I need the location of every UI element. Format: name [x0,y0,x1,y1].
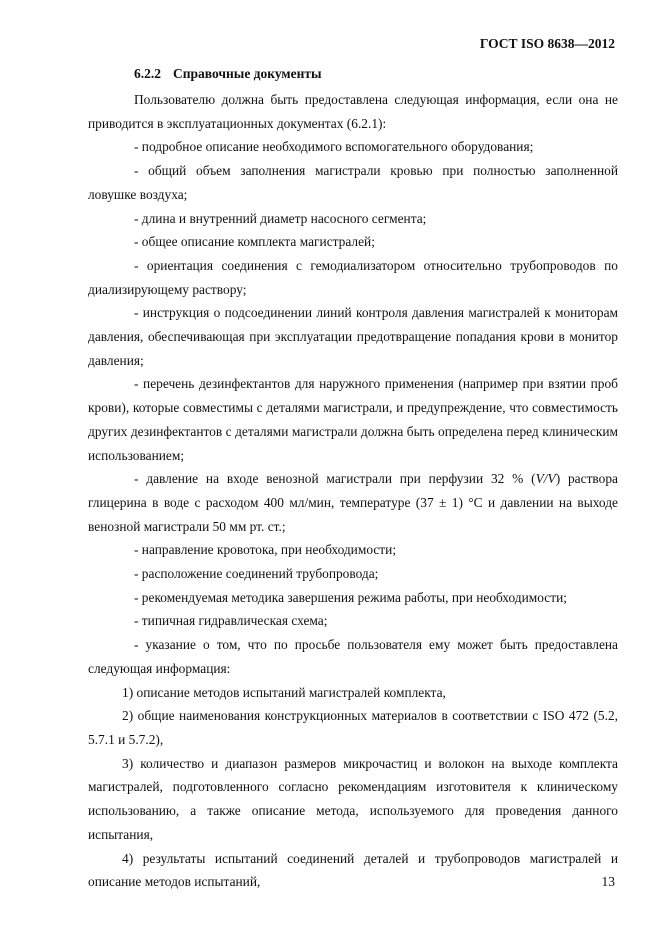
list-item: - расположение соединений трубопровода; [134,566,379,582]
numbered-item: 4) результаты испытаний соединений деталей и трубопроводов магистралей и описание методов испытаний, [88,850,618,890]
list-item: - общее описание комплекта магистралей; [134,234,375,250]
body-text [88,88,618,894]
list-item: - подробное описание необходимого вспомогательного оборудования; [134,139,534,155]
document-header: ГОСТ ISO 8638—2012 [479,36,615,51]
numbered-item: 1) описание методов испытаний магистралей комплекта, [122,684,446,700]
list-item [88,467,618,538]
list-item: - перечень дезинфектантов для наружного применения (например при взятии проб крови), которые совместимы с деталями магистрали, и предупреждение, что совместимость других дезинфектантов с деталями магистрали должна быть определена перед клиническим использованием; [88,376,618,463]
page-number: 13 [601,874,615,889]
list-item: - длина и внутренний диаметр насосного сегмента; [134,210,427,226]
section-number: 6.2.2 [134,66,161,81]
section-title: Справочные документы [173,66,322,81]
intro-paragraph: Пользователю должна быть предоставлена следующая информация, если она не приводится в эксплуатационных документах (6.2.1): [88,92,618,131]
list-item: - общий объем заполнения магистрали кровью при полностью заполненной ловушке воздуха; [88,163,618,202]
list-item: - типичная гидравлическая схема; [134,613,328,629]
numbered-item: 3) количество и диапазон размеров микрочастиц и волокон на выходе комплекта магистралей, подготовленного согласно рекомендациям изготовителя к клиническому использованию, а также описание метода, используемого для проведения данного испытания, [88,755,618,842]
italic-text: V/V [535,471,556,487]
list-item: - ориентация соединения с гемодиализатором относительно трубопроводов по диализирующему раствору; [88,257,618,297]
numbered-item: 2) общие наименования конструкционных материалов в соответствии с ISO 472 (5.2, 5.7.1 и 5.7.2), [88,708,618,747]
text-run: - давление на входе венозной магистрали при перфузии 32 % ( [134,471,536,487]
section-heading [134,66,322,82]
list-item: - инструкция о подсоединении линий контроля давления магистралей к мониторам давления, обеспечивающая при эксплуатации предотвращение попадания крови в монитор давления; [88,305,618,368]
list-item: - рекомендуемая методика завершения режима работы, при необходимости; [134,589,567,605]
list-item: - указание о том, что по просьбе пользователя ему может быть предоставлена следующая информация: [88,637,618,676]
list-item: - направление кровотока, при необходимости; [134,542,397,558]
text-run: ) раствора глицерина в воде с расходом 400 мл/мин, температуре (37 ± 1) °С и давлении на выходе венозной магистрали 50 мм рт. ст.; [88,471,618,534]
